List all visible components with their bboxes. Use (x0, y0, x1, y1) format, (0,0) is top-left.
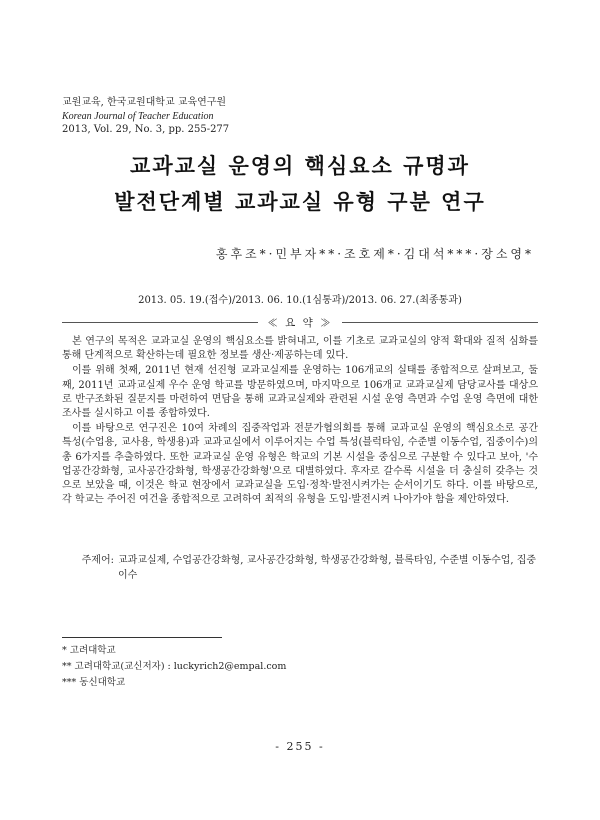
keywords (62, 553, 538, 583)
submission-dates: 2013. 05. 19.(접수)/2013. 06. 10.(1심통과)/2013. 06. 27.(최종통과) (138, 295, 462, 306)
abstract-heading (62, 315, 538, 329)
author-list: 홍후조*·민부자**·조호제*·김대석***·장소영* (215, 247, 534, 261)
keywords-label: 주제어: (81, 555, 114, 566)
keywords-text: 교과교실제, 수업공간강화형, 교사공간강화형, 학생공간강화형, 블록타임, 수준별 이동수업, 집중이수 (118, 555, 537, 581)
journal-korean-name: 교원교육, 한국교원대학교 교육연구원 (62, 97, 227, 108)
page-number: - 255 - (275, 740, 325, 753)
abstract-heading-label: ≪ 요 약 ≫ (267, 317, 333, 329)
journal-volume: 2013, Vol. 29, No. 3, pp. 255-277 (62, 124, 230, 135)
journal-english-name: Korean Journal of Teacher Education (62, 110, 214, 122)
paper-title-line-1: 교과교실 운영의 핵심요소 규명과 (130, 153, 470, 178)
abstract-body (62, 335, 538, 508)
footnotes (62, 643, 286, 691)
abstract-paragraph: 이를 위해 첫째, 2011년 현재 선진형 교과교실제를 운영하는 106개교의 실태를 종합적으로 살펴보고, 둘째, 2011년 교과교실제 우수 운영 학교를 방문하였으며, 마지막으로 106개교 교과교실제 담당교사를 대상으로 반구조화된 질문지를 마련하여 면담을 통해 교과교실제와 관련된 시설 운영 측면과 수업 운영 측면에 대한 조사를 실시하고 이를 종합하였다. (62, 365, 538, 420)
abstract-rule-right (342, 322, 538, 323)
paper-title-line-2: 발전단계별 교과교실 유형 구분 연구 (114, 189, 486, 214)
footnote-divider (62, 637, 222, 638)
footnote-affiliation-2: ** 고려대학교(교신저자) : luckyrich2@empal.com (62, 661, 287, 672)
footnote-affiliation-3: *** 동신대학교 (62, 677, 126, 688)
abstract-paragraph: 본 연구의 목적은 교과교실 운영의 핵심요소를 밝혀내고, 이를 기초로 교과교실의 양적 확대와 질적 심화를 통해 단계적으로 확산하는데 필요한 정보를 생산·제공하는데 있다. (62, 336, 538, 362)
abstract-paragraph: 이를 바탕으로 연구진은 10여 차례의 집중작업과 전문가협의회를 통해 교과교실 운영의 핵심요소로 공간 특성(수업용, 교사용, 학생용)과 교과교실에서 이루어지는 수업 특성(블럭타임, 수준별 이동수업, 집중이수)의 총 6가지를 추출하였다. 또한 교과교실 운영 유형은 학교의 기본 시설을 중심으로 구분할 수 있다고 보아, '수업공간강화형, 교사공간강화형, 학생공간강화형'으로 대별하였다. 후자로 갈수록 시설을 더 충실히 갖추는 것으로 보았을 때, 이것은 학교 현장에서 교과교실을 도입·정착·발전시켜가는 순서이기도 하다. 이를 바탕으로, 각 학교는 주어진 여건을 종합적으로 고려하여 최적의 유형을 도입·발전시켜 나아가야 함을 제안하였다. (62, 423, 538, 506)
footnote-affiliation-1: * 고려대학교 (62, 645, 116, 656)
journal-info (62, 96, 229, 137)
